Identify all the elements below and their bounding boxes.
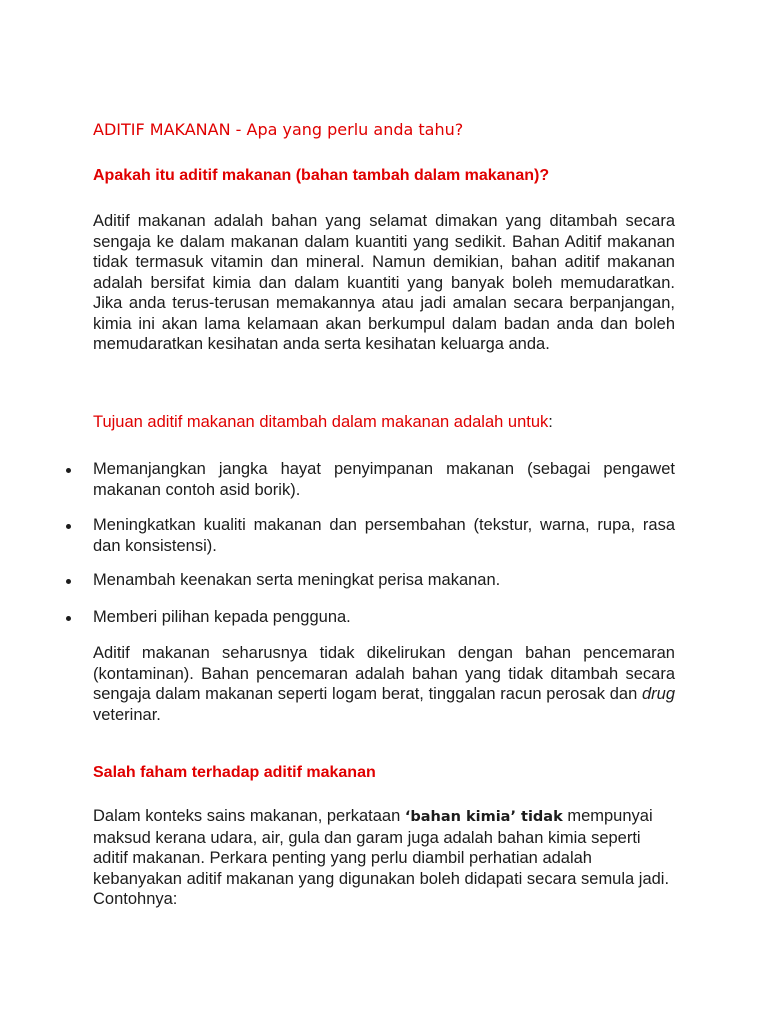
italic-term: drug [641,685,675,703]
subheading-colon: : [548,413,553,431]
list-item-text: Memberi pilihan kepada pengguna. [93,608,351,626]
paragraph-definition: Aditif makanan adalah bahan yang selamat dimakan yang ditambah secara sengaja ke dalam makanan dalam kuantiti yang sedikit. Bahan Aditif makanan tidak termasuk vitamin dan mineral. Namun demikian, bahan aditif makanan adalah bersifat kimia dan dalam kuantiti yang banyak boleh memudaratkan. Jika anda terus-terusan memakannya atau jadi amalan secara berpanjangan, kimia ini akan lama kelamaan akan berkumpul dalam badan anda dan boleh memudaratkan kesihatan anda serta kesihatan keluarga anda. [93,212,675,353]
list-item-text: Memanjangkan jangka hayat penyimpanan makanan (sebagai pengawet makanan contoh asid borik). [93,460,675,499]
bullet-icon [66,616,71,621]
list-item-text: Meningkatkan kualiti makanan dan persembahan (tekstur, warna, rupa, rasa dan konsistensi). [93,516,675,555]
bold-term: ‘bahan kimia’ tidak [404,809,563,825]
heading-what-is-food-additive: Apakah itu aditif makanan (bahan tambah dalam makanan)? [93,167,550,184]
paragraph-text: veterinar. [93,705,161,724]
paragraph-text: mempunyai maksud kerana udara, air, gula dan garam juga adalah bahan kimia seperti aditif makanan. Perkara penting yang perlu diambil perhatian adalah kebanyakan aditif makanan yang digunakan boleh didapati secara semula jadi. Contohnya: [93,807,670,908]
paragraph-text: Aditif makanan seharusnya tidak dikelirukan dengan bahan pencemaran (kontaminan). Bahan pencemaran adalah bahan yang tidak ditambah secara sengaja dalam makanan seperti logam berat, tinggalan racun perosak dan [93,644,675,703]
subheading-purpose [93,412,675,432]
document-title: ADITIF MAKANAN - Apa yang perlu anda tahu? [93,120,464,139]
subheading-purpose-text: Tujuan aditif makanan ditambah dalam makanan adalah untuk [93,413,549,431]
heading-misconception: Salah faham terhadap aditif makanan [93,764,376,781]
paragraph-chemical-context [93,806,675,910]
paragraph-text: Dalam konteks sains makanan, perkataan [93,807,405,825]
bullet-icon [66,468,71,473]
bullet-icon [66,524,71,529]
paragraph-contaminants [93,643,675,725]
list-item-text: Menambah keenakan serta meningkat perisa makanan. [93,571,501,589]
bullet-icon [66,579,71,584]
